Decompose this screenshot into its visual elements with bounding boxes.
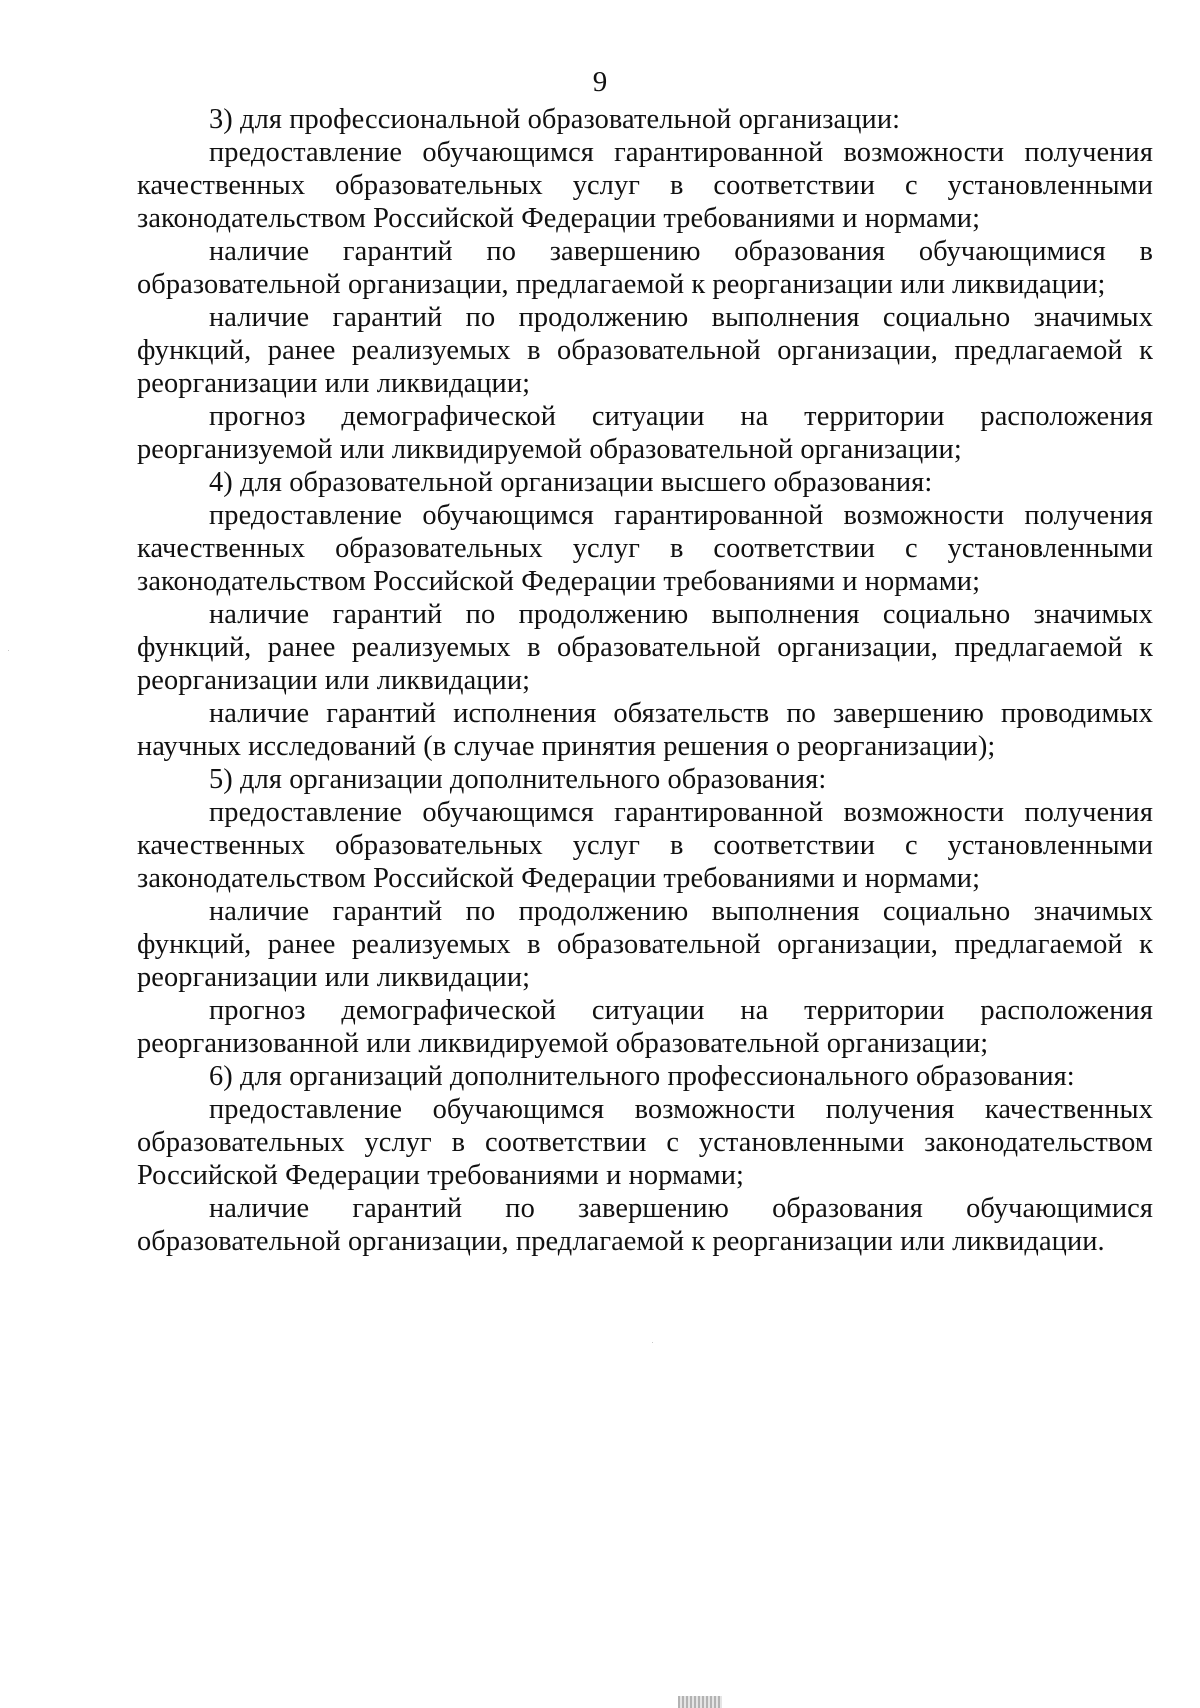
paragraph: наличие гарантий исполнения обязательств по завершению проводимых научных исследований (в случае принятия решения о реорганизации); — [137, 698, 1153, 762]
paragraph: предоставление обучающимся возможности получения качественных образовательных услуг в соответствии с установленными законодательством Российской Федерации требованиями и нормами; — [137, 1094, 1153, 1191]
item-5-heading: 5) для организации дополнительного образования: — [209, 764, 827, 795]
item-4-heading: 4) для образовательной организации высшего образования: — [209, 467, 933, 498]
paragraph: наличие гарантий по продолжению выполнения социально значимых функций, ранее реализуемых в образовательной организации, предлагаемой к реорганизации или ликвидации; — [137, 599, 1153, 696]
scan-speck — [652, 1342, 653, 1343]
scan-speck — [8, 650, 9, 651]
document-body — [137, 103, 1153, 1258]
paragraph: прогноз демографической ситуации на территории расположения реорганизованной или ликвидируемой образовательной организации; — [137, 995, 1153, 1059]
paragraph: наличие гарантий по продолжению выполнения социально значимых функций, ранее реализуемых в образовательной организации, предлагаемой к реорганизации или ликвидации; — [137, 302, 1153, 399]
scan-artifact — [678, 1696, 722, 1708]
paragraph: предоставление обучающимся гарантированной возможности получения качественных образовательных услуг в соответствии с установленными законодательством Российской Федерации требованиями и нормами; — [137, 137, 1153, 234]
paragraph: прогноз демографической ситуации на территории расположения реорганизуемой или ликвидируемой образовательной организации; — [137, 401, 1153, 465]
item-6-heading: 6) для организаций дополнительного профессионального образования: — [209, 1061, 1075, 1092]
paragraph: предоставление обучающимся гарантированной возможности получения качественных образовательных услуг в соответствии с установленными законодательством Российской Федерации требованиями и нормами; — [137, 500, 1153, 597]
item-3-heading: 3) для профессиональной образовательной организации: — [209, 104, 901, 135]
paragraph: наличие гарантий по завершению образования обучающимися в образовательной организации, предлагаемой к реорганизации или ликвидации; — [137, 236, 1153, 300]
page-number: 9 — [592, 66, 608, 98]
paragraph: наличие гарантий по продолжению выполнения социально значимых функций, ранее реализуемых в образовательной организации, предлагаемой к реорганизации или ликвидации; — [137, 896, 1153, 993]
paragraph: предоставление обучающимся гарантированной возможности получения качественных образовательных услуг в соответствии с установленными законодательством Российской Федерации требованиями и нормами; — [137, 797, 1153, 894]
paragraph: наличие гарантий по завершению образования обучающимися образовательной организации, предлагаемой к реорганизации или ликвидации. — [137, 1193, 1153, 1257]
